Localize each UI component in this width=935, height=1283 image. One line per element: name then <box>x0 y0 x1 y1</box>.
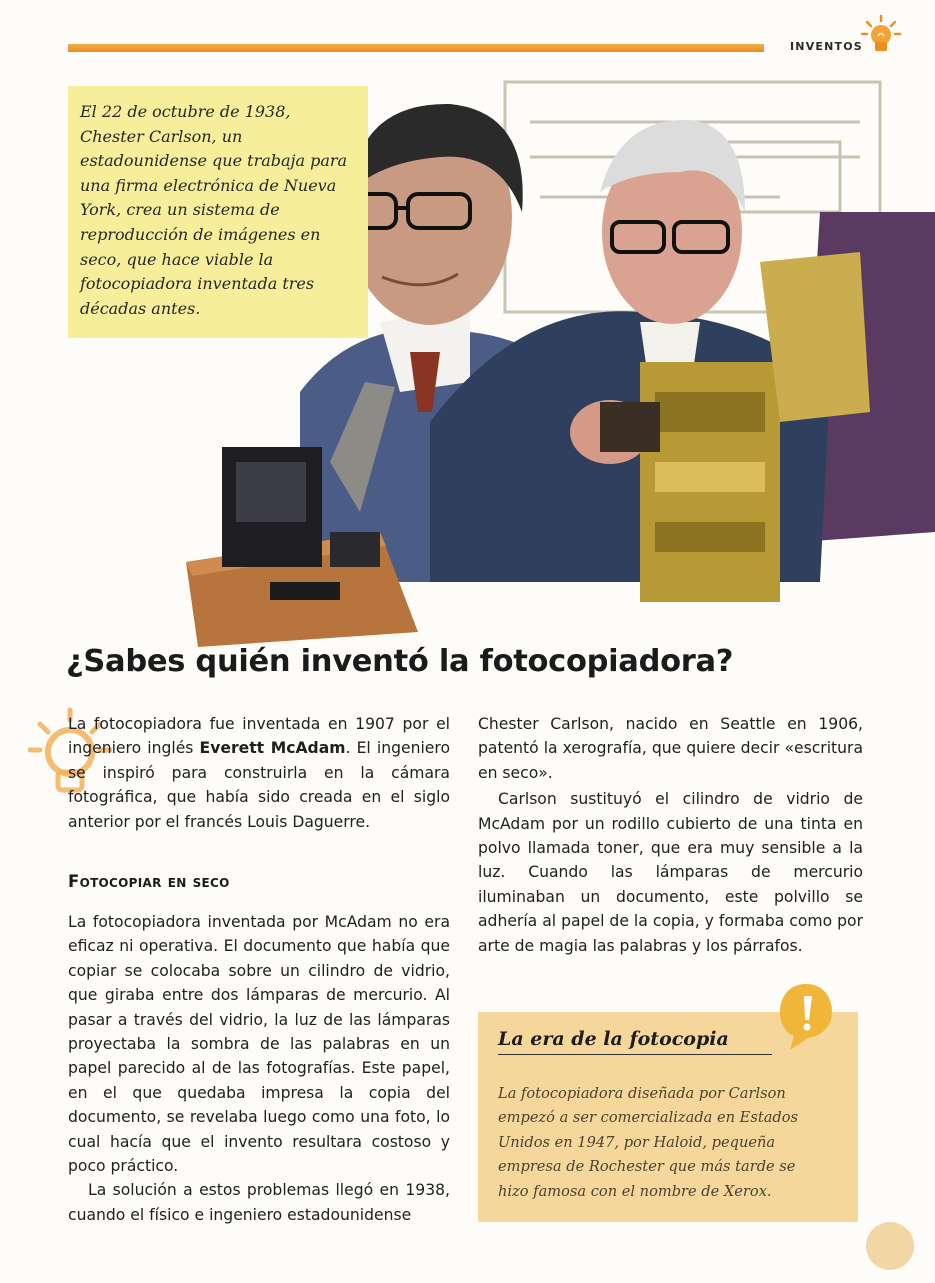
col1-p1-end: . El ingeniero se inspiró para construirla en la cámara fotográfica, que había sido creada en el siglo anterior por el francés Louis Daguerre. <box>68 739 450 831</box>
page-corner-marker <box>866 1222 914 1270</box>
section-label: INVENTOS <box>790 40 863 53</box>
column-1-intro <box>68 712 450 834</box>
inventor-name: Everett McAdam <box>199 739 346 758</box>
intro-text: El 22 de octubre de 1938, Chester Carlson, un estadounidense que trabaja para una firma electrónica de Nueva York, crea un sistema de reproducción de imágenes en seco, que hace viable la fotocopiadora inventada tres décadas antes. <box>80 102 348 318</box>
col1-p1-start: La fotocopiadora fue inventada en 1907 por el ingeniero inglés <box>68 715 450 758</box>
sidebar-title: La era de la fotocopia <box>498 1028 772 1055</box>
section-subheading: Fotocopiar en seco <box>68 872 230 891</box>
exclamation-icon <box>776 980 836 1052</box>
header-rule <box>68 44 764 52</box>
col2-paragraph-2: Carlson sustituyó el cilindro de vidrio de McAdam por un rodillo cubierto de una tinta en polvo llamada toner, que era muy sensible a la luz. Cuando las lámparas de mercurio iluminaban un documento, este polvillo se adhería al papel de la copia, y formaba como por arte de magia las palabras y los párrafos. <box>478 790 863 955</box>
sidebar-text: La fotocopiadora diseñada por Carlson empezó a ser comercializada en Estados Unidos en 1947, por Haloid, pequeña empresa de Rochester que más tarde se hizo famosa con el nombre de Xerox. <box>498 1085 799 1200</box>
col1-paragraph-2: La fotocopiadora inventada por McAdam no era eficaz ni operativa. El documento que había que copiar se colocaba sobre un cilindro de vidrio, que giraba entre dos lámparas de mercurio. Al pasar a través del vidrio, la luz de las lámparas proyectaba la sombra de las palabras en un papel parecido al de las fotografías. Este papel, en el que quedaba impresa la copia del documento, se revelaba luego como una foto, lo cual hacía que el invento resultara costoso y poco práctico. <box>68 913 450 1176</box>
column-2-body <box>478 712 863 958</box>
column-1-body <box>68 910 450 1227</box>
article-headline: ¿Sabes quién inventó la fotocopiadora? <box>66 644 734 679</box>
col2-paragraph-1: Chester Carlson, nacido en Seattle en 1906, patentó la xerografía, que quiere decir «escritura en seco». <box>478 715 863 782</box>
col1-paragraph-3: La solución a estos problemas llegó en 1938, cuando el físico e ingeniero estadounidense <box>68 1181 450 1224</box>
lightbulb-icon <box>860 14 902 56</box>
